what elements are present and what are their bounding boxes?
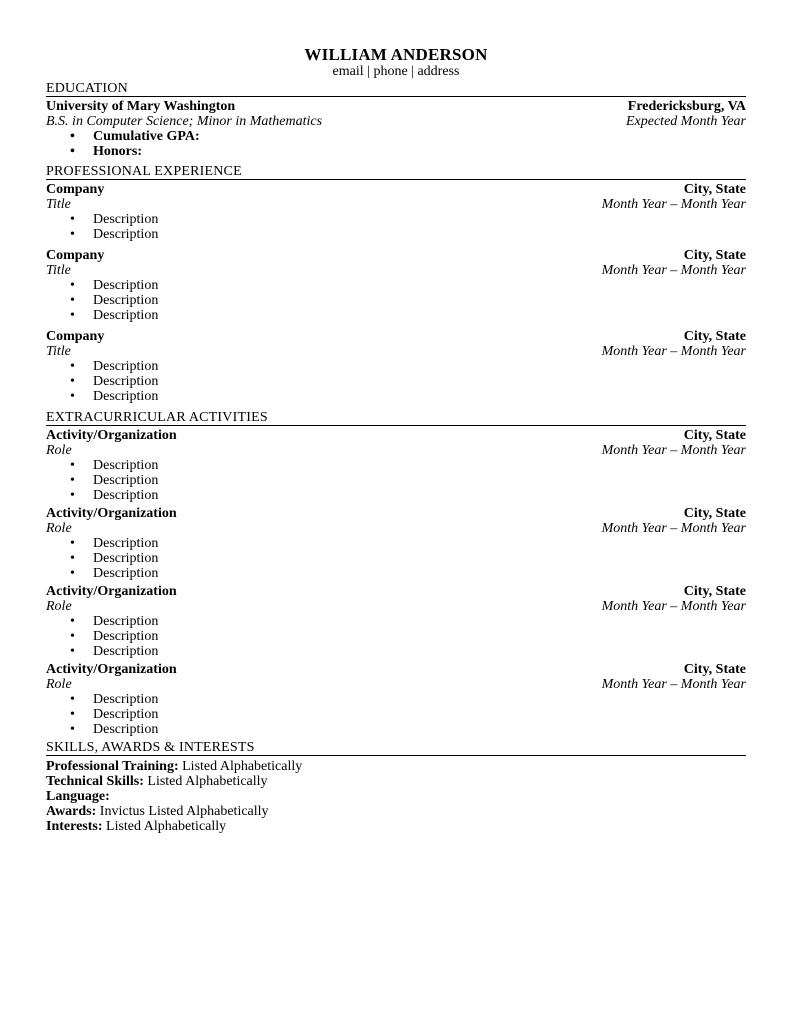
experience-entry	[46, 248, 746, 323]
skills-value: Listed Alphabetically	[102, 819, 227, 834]
entry-dates: Month Year – Month Year	[601, 443, 746, 458]
contact-line: email | phone | address	[332, 64, 460, 79]
bullet-item: • Description	[46, 389, 746, 404]
school-name: University of Mary Washington	[46, 99, 236, 114]
resume-page	[46, 46, 746, 834]
entry-role: Role	[46, 599, 72, 614]
entry-bullets	[46, 692, 746, 737]
entry-location: City, State	[683, 182, 746, 197]
entry-bullets	[46, 212, 746, 242]
skills-value: Listed Alphabetically	[178, 759, 303, 774]
entry-dates: Month Year – Month Year	[601, 263, 746, 278]
bullet-item: • Honors:	[46, 144, 746, 159]
entry-location: City, State	[683, 584, 746, 599]
education-bullets	[46, 129, 746, 159]
bullet-item: • Description	[46, 614, 746, 629]
school-location: Fredericksburg, VA	[627, 99, 746, 114]
entry-dates: Month Year – Month Year	[601, 197, 746, 212]
graduation-date: Expected Month Year	[625, 114, 746, 129]
bullet-item: • Description	[46, 458, 746, 473]
bullet-item: • Cumulative GPA:	[46, 129, 746, 144]
experience-entry	[46, 182, 746, 242]
bullet-item: • Description	[46, 488, 746, 503]
skills-line	[46, 804, 746, 819]
skills-value: Invictus Listed Alphabetically	[96, 804, 269, 819]
skills-lines	[46, 759, 746, 834]
bullet-item: • Description	[46, 629, 746, 644]
bullet-item: • Description	[46, 722, 746, 737]
organization-name: Activity/Organization	[46, 428, 177, 443]
education-section	[46, 81, 746, 159]
bullet-item: • Description	[46, 707, 746, 722]
entry-location: City, State	[683, 329, 746, 344]
skills-label: Language:	[46, 789, 110, 804]
skills-section	[46, 740, 746, 834]
experience-section	[46, 164, 746, 404]
bullet-item: • Description	[46, 692, 746, 707]
organization-name: Company	[46, 182, 105, 197]
entry-role: Role	[46, 677, 72, 692]
skills-value: Listed Alphabetically	[143, 774, 268, 789]
bullet-item: • Description	[46, 293, 746, 308]
skills-line	[46, 789, 746, 804]
section-title-activities: EXTRACURRICULAR ACTIVITIES	[46, 410, 746, 426]
organization-name: Company	[46, 329, 105, 344]
entry-dates: Month Year – Month Year	[601, 599, 746, 614]
bullet-item: • Description	[46, 536, 746, 551]
entry-bullets	[46, 359, 746, 404]
section-title-skills: SKILLS, AWARDS & INTERESTS	[46, 740, 746, 756]
activity-entry	[46, 662, 746, 737]
bullet-item: • Description	[46, 278, 746, 293]
bullet-item: • Description	[46, 644, 746, 659]
entry-role: Role	[46, 443, 72, 458]
entry-bullets	[46, 278, 746, 323]
bullet-item: • Description	[46, 359, 746, 374]
activity-entry	[46, 506, 746, 581]
education-entry	[46, 99, 746, 159]
entry-role: Title	[46, 197, 71, 212]
entry-dates: Month Year – Month Year	[601, 521, 746, 536]
resume-name: WILLIAM ANDERSON	[304, 45, 488, 64]
skills-line	[46, 759, 746, 774]
bullet-item: • Description	[46, 551, 746, 566]
entry-location: City, State	[683, 506, 746, 521]
organization-name: Activity/Organization	[46, 506, 177, 521]
bullet-item: • Description	[46, 566, 746, 581]
entry-bullets	[46, 536, 746, 581]
entry-role: Role	[46, 521, 72, 536]
skills-line	[46, 819, 746, 834]
activities-section	[46, 410, 746, 737]
entry-location: City, State	[683, 248, 746, 263]
skills-label: Technical Skills:	[46, 774, 144, 789]
bullet-item: • Description	[46, 212, 746, 227]
entry-location: City, State	[683, 662, 746, 677]
skills-label: Professional Training:	[46, 759, 179, 774]
skills-label: Interests:	[46, 819, 103, 834]
entry-location: City, State	[683, 428, 746, 443]
skills-label: Awards:	[46, 804, 97, 819]
entry-dates: Month Year – Month Year	[601, 344, 746, 359]
entry-dates: Month Year – Month Year	[601, 677, 746, 692]
bullet-item: • Description	[46, 227, 746, 242]
activities-entries	[46, 428, 746, 737]
organization-name: Activity/Organization	[46, 584, 177, 599]
activity-entry	[46, 428, 746, 503]
section-title-education: EDUCATION	[46, 81, 746, 97]
bullet-item: • Description	[46, 473, 746, 488]
section-title-experience: PROFESSIONAL EXPERIENCE	[46, 164, 746, 180]
entry-bullets	[46, 458, 746, 503]
bullet-item: • Description	[46, 374, 746, 389]
experience-entry	[46, 329, 746, 404]
skills-line	[46, 774, 746, 789]
entry-role: Title	[46, 344, 71, 359]
bullet-item: • Description	[46, 308, 746, 323]
activity-entry	[46, 584, 746, 659]
entry-role: Title	[46, 263, 71, 278]
degree: B.S. in Computer Science; Minor in Mathematics	[46, 114, 323, 129]
organization-name: Company	[46, 248, 105, 263]
organization-name: Activity/Organization	[46, 662, 177, 677]
experience-entries	[46, 182, 746, 404]
entry-bullets	[46, 614, 746, 659]
